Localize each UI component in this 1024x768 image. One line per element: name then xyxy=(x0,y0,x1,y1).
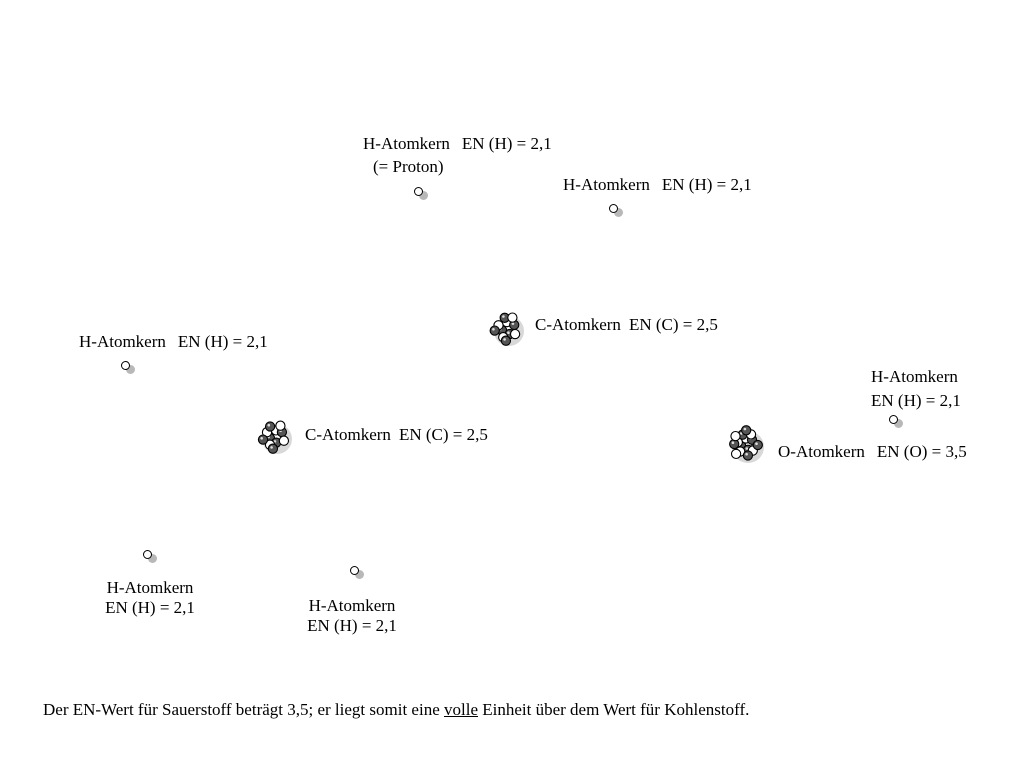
neutron-sphere xyxy=(753,440,762,449)
label-name: O-Atomkern xyxy=(778,442,865,461)
sphere-highlight xyxy=(510,315,513,318)
label-name: C-Atomkern xyxy=(305,425,391,444)
footer-after: Einheit über dem Wert für Kohlenstoff. xyxy=(478,700,750,719)
sphere-highlight xyxy=(267,442,270,445)
proton-sphere xyxy=(279,436,288,445)
sphere-highlight xyxy=(733,434,736,437)
sphere-highlight xyxy=(746,447,749,450)
proton-sphere xyxy=(731,432,740,441)
h-nucleus-left xyxy=(121,361,137,377)
sphere-highlight xyxy=(745,453,748,456)
label-en: EN (H) = 2,1 xyxy=(461,134,552,153)
proton-sphere xyxy=(511,330,520,339)
o-nucleus xyxy=(722,421,768,467)
neutron-sphere xyxy=(743,451,752,460)
label-name: H-Atomkern xyxy=(363,134,450,153)
label-c-lower xyxy=(305,425,488,445)
label-name: H-Atomkern xyxy=(563,175,650,194)
h-nucleus-right xyxy=(889,415,905,431)
label-h-bottom-mid xyxy=(292,596,412,636)
label-name: H-Atomkern xyxy=(308,596,396,615)
label-en: EN (C) = 2,5 xyxy=(398,425,488,444)
sphere-highlight xyxy=(744,428,747,431)
sphere-highlight xyxy=(278,423,281,426)
sphere-highlight xyxy=(503,338,506,341)
h-nucleus-bottom-left xyxy=(143,550,159,566)
sphere-highlight xyxy=(268,424,271,427)
neutron-sphere xyxy=(268,444,277,453)
neutron-sphere xyxy=(266,422,275,431)
label-h-top-right xyxy=(563,175,752,195)
sphere-highlight xyxy=(260,437,263,440)
neutron-sphere xyxy=(742,426,751,435)
footer-underlined: volle xyxy=(444,700,478,719)
label-h-left xyxy=(79,332,268,352)
label-h-right xyxy=(871,367,961,411)
sphere-highlight xyxy=(513,332,516,335)
neutron-sphere xyxy=(501,336,510,345)
sphere-highlight xyxy=(502,315,505,318)
h-nucleus-top-right xyxy=(609,204,625,220)
label-en: EN (O) = 3,5 xyxy=(876,442,967,461)
label-name: H-Atomkern xyxy=(79,332,166,351)
sphere-highlight xyxy=(496,323,499,326)
label-en: EN (C) = 2,5 xyxy=(628,315,718,334)
neutron-sphere xyxy=(258,435,267,444)
neutron-sphere xyxy=(490,326,499,335)
label-name: H-Atomkern xyxy=(106,578,194,597)
proton-sphere xyxy=(276,421,285,430)
sphere-highlight xyxy=(507,331,510,334)
sphere-highlight xyxy=(270,446,273,449)
label-h-top-left xyxy=(363,134,552,154)
proton-sphere xyxy=(508,313,517,322)
label-o xyxy=(778,442,967,462)
h-nucleus-top-left xyxy=(414,187,430,203)
sphere-highlight xyxy=(750,448,753,451)
sphere-highlight xyxy=(281,438,284,441)
label-en: EN (H) = 2,1 xyxy=(661,175,752,194)
footer-text xyxy=(43,700,749,720)
sphere-highlight xyxy=(734,451,737,454)
sphere-highlight xyxy=(755,442,758,445)
footer-before: Der EN-Wert für Sauerstoff beträgt 3,5; er liegt somit eine xyxy=(43,700,444,719)
label-h-top-left-note xyxy=(373,157,444,177)
c-nucleus-lower xyxy=(252,414,296,458)
label-en: EN (H) = 2,1 xyxy=(871,391,961,410)
label-en: EN (H) = 2,1 xyxy=(307,616,397,635)
sphere-highlight xyxy=(732,441,735,444)
c-nucleus-upper xyxy=(484,306,528,350)
proton-sphere xyxy=(732,449,741,458)
label-c-upper xyxy=(535,315,718,335)
sphere-highlight xyxy=(492,328,495,331)
label-name: C-Atomkern xyxy=(535,315,621,334)
h-nucleus-bottom-mid xyxy=(350,566,366,582)
label-name: H-Atomkern xyxy=(871,367,958,386)
label-en: EN (H) = 2,1 xyxy=(105,598,195,617)
label-h-bottom-left xyxy=(90,578,210,618)
label-en: EN (H) = 2,1 xyxy=(177,332,268,351)
label-note: (= Proton) xyxy=(373,157,444,176)
